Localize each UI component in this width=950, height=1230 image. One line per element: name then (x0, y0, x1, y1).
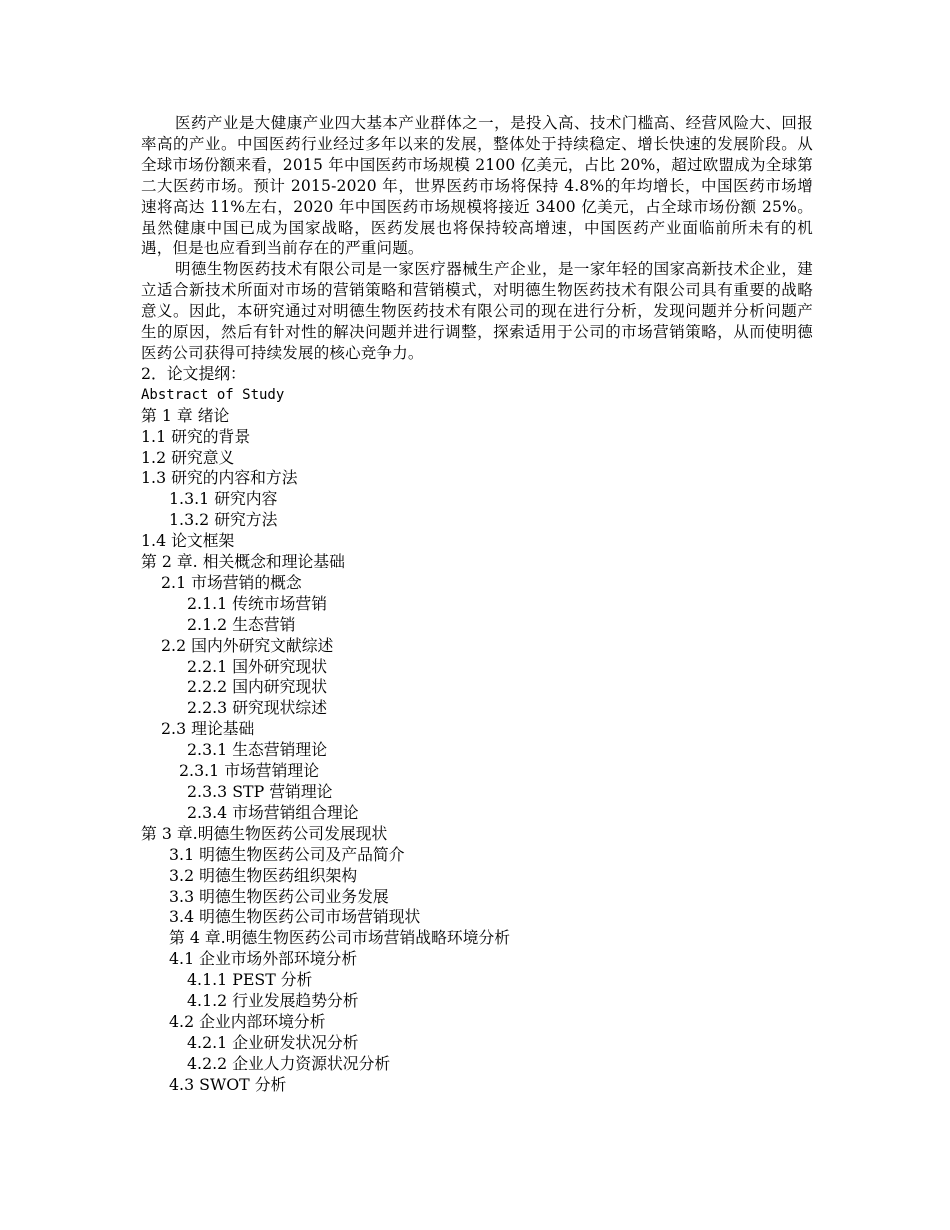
outline-item: 第 2 章. 相关概念和理论基础 (141, 552, 345, 572)
outline-item: 4.2.2 企业人力资源状况分析 (187, 1053, 391, 1073)
outline-item: 4.2.1 企业研发状况分析 (187, 1032, 359, 1052)
outline-item: 第 4 章.明德生物医药公司市场营销战略环境分析 (169, 928, 511, 948)
outline-item: 3.2 明德生物医药组织架构 (169, 865, 358, 885)
abstract-line: Abstract of Study (141, 386, 285, 403)
intro-paragraph-2: 明德生物医药技术有限公司是一家医疗器械生产企业，是一家年轻的国家高新技术企业，建立适合新技术所面对市场的营销策略和营销模式，对明德生物医药技术有限公司具有重要的战略意义。因此，本研究通过对明德生物医药技术有限公司的现在进行分析，发现问题并分析问题产生的原因，然后有针对性的解决问题并进行调整，探索适用于公司的市场营销策略，从而使明德医药公司获得可持续发展的核心竞争力。 (141, 260, 813, 362)
outline-item: 4.2 企业内部环境分析 (169, 1011, 326, 1031)
outline-item: 4.1.2 行业发展趋势分析 (187, 991, 359, 1011)
intro-paragraph-1: 医药产业是大健康产业四大基本产业群体之一，是投入高、技术门槛高、经营风险大、回报率高的产业。中国医药行业经过多年以来的发展，整体处于持续稳定、增长快速的发展阶段。从全球市场份额来看，2015 年中国医药市场规模 2100 亿美元，占比 20%，超过欧盟成为全球第二大医药市场。预计 2015-2020 年，世界医药市场将保持 4.8%的年均增长，中国医药市场增速将高达 11%左右，2020 年中国医药市场规模将接近 3400 亿美元，占全球市场份额 25%。 虽然健康中国已成为国家战略，医药发展也将保持较高增速，中国医药产业面临前所未有的机遇，但是也应看到当前存在的严重问题。 (141, 114, 813, 258)
outline-item: 2.2 国内外研究文献综述 (161, 635, 334, 655)
outline-item: 2.3.1 生态营销理论 (187, 740, 327, 760)
document-body (141, 113, 813, 1096)
outline-item: 2.1 市场营销的概念 (161, 572, 302, 592)
outline-item: 2.3.3 STP 营销理论 (187, 782, 333, 801)
outline-item: 1.3.2 研究方法 (169, 510, 278, 530)
outline-item: 1.3.1 研究内容 (169, 489, 278, 509)
outline-item: 1.4 论文框架 (141, 531, 235, 551)
outline-item: 4.3 SWOT 分析 (169, 1074, 287, 1094)
outline-item: 2.2.1 国外研究现状 (187, 656, 327, 676)
outline-item: 2.1.1 传统市场营销 (187, 593, 327, 613)
outline-item: 4.1 企业市场外部环境分析 (169, 949, 358, 969)
outline-item: 2.3.4 市场营销组合理论 (187, 802, 359, 822)
outline-item: 1.2 研究意义 (141, 447, 235, 467)
outline-item: 第 1 章 绪论 (141, 405, 230, 425)
outline-item: 2.2.3 研究现状综述 (187, 698, 327, 718)
outline-item: 3.1 明德生物医药公司及产品简介 (169, 844, 405, 864)
outline-item: 1.3 研究的内容和方法 (141, 468, 298, 488)
outline-item: 4.1.1 PEST 分析 (187, 970, 313, 990)
outline-item: 1.1 研究的背景 (141, 426, 251, 446)
outline-list (141, 406, 813, 1096)
outline-item: 2.1.2 生态营销 (187, 614, 296, 634)
outline-item: 2.2.2 国内研究现状 (187, 677, 327, 697)
outline-item: 3.3 明德生物医药公司业务发展 (169, 886, 389, 906)
outline-item: 3.4 明德生物医药公司市场营销现状 (169, 907, 421, 927)
outline-item: 2.3.1 市场营销理论 (179, 761, 319, 781)
outline-item: 第 3 章.明德生物医药公司发展现状 (141, 823, 388, 843)
outline-item: 2.3 理论基础 (161, 719, 255, 739)
outline-heading: 2．论文提纲： (141, 363, 246, 383)
